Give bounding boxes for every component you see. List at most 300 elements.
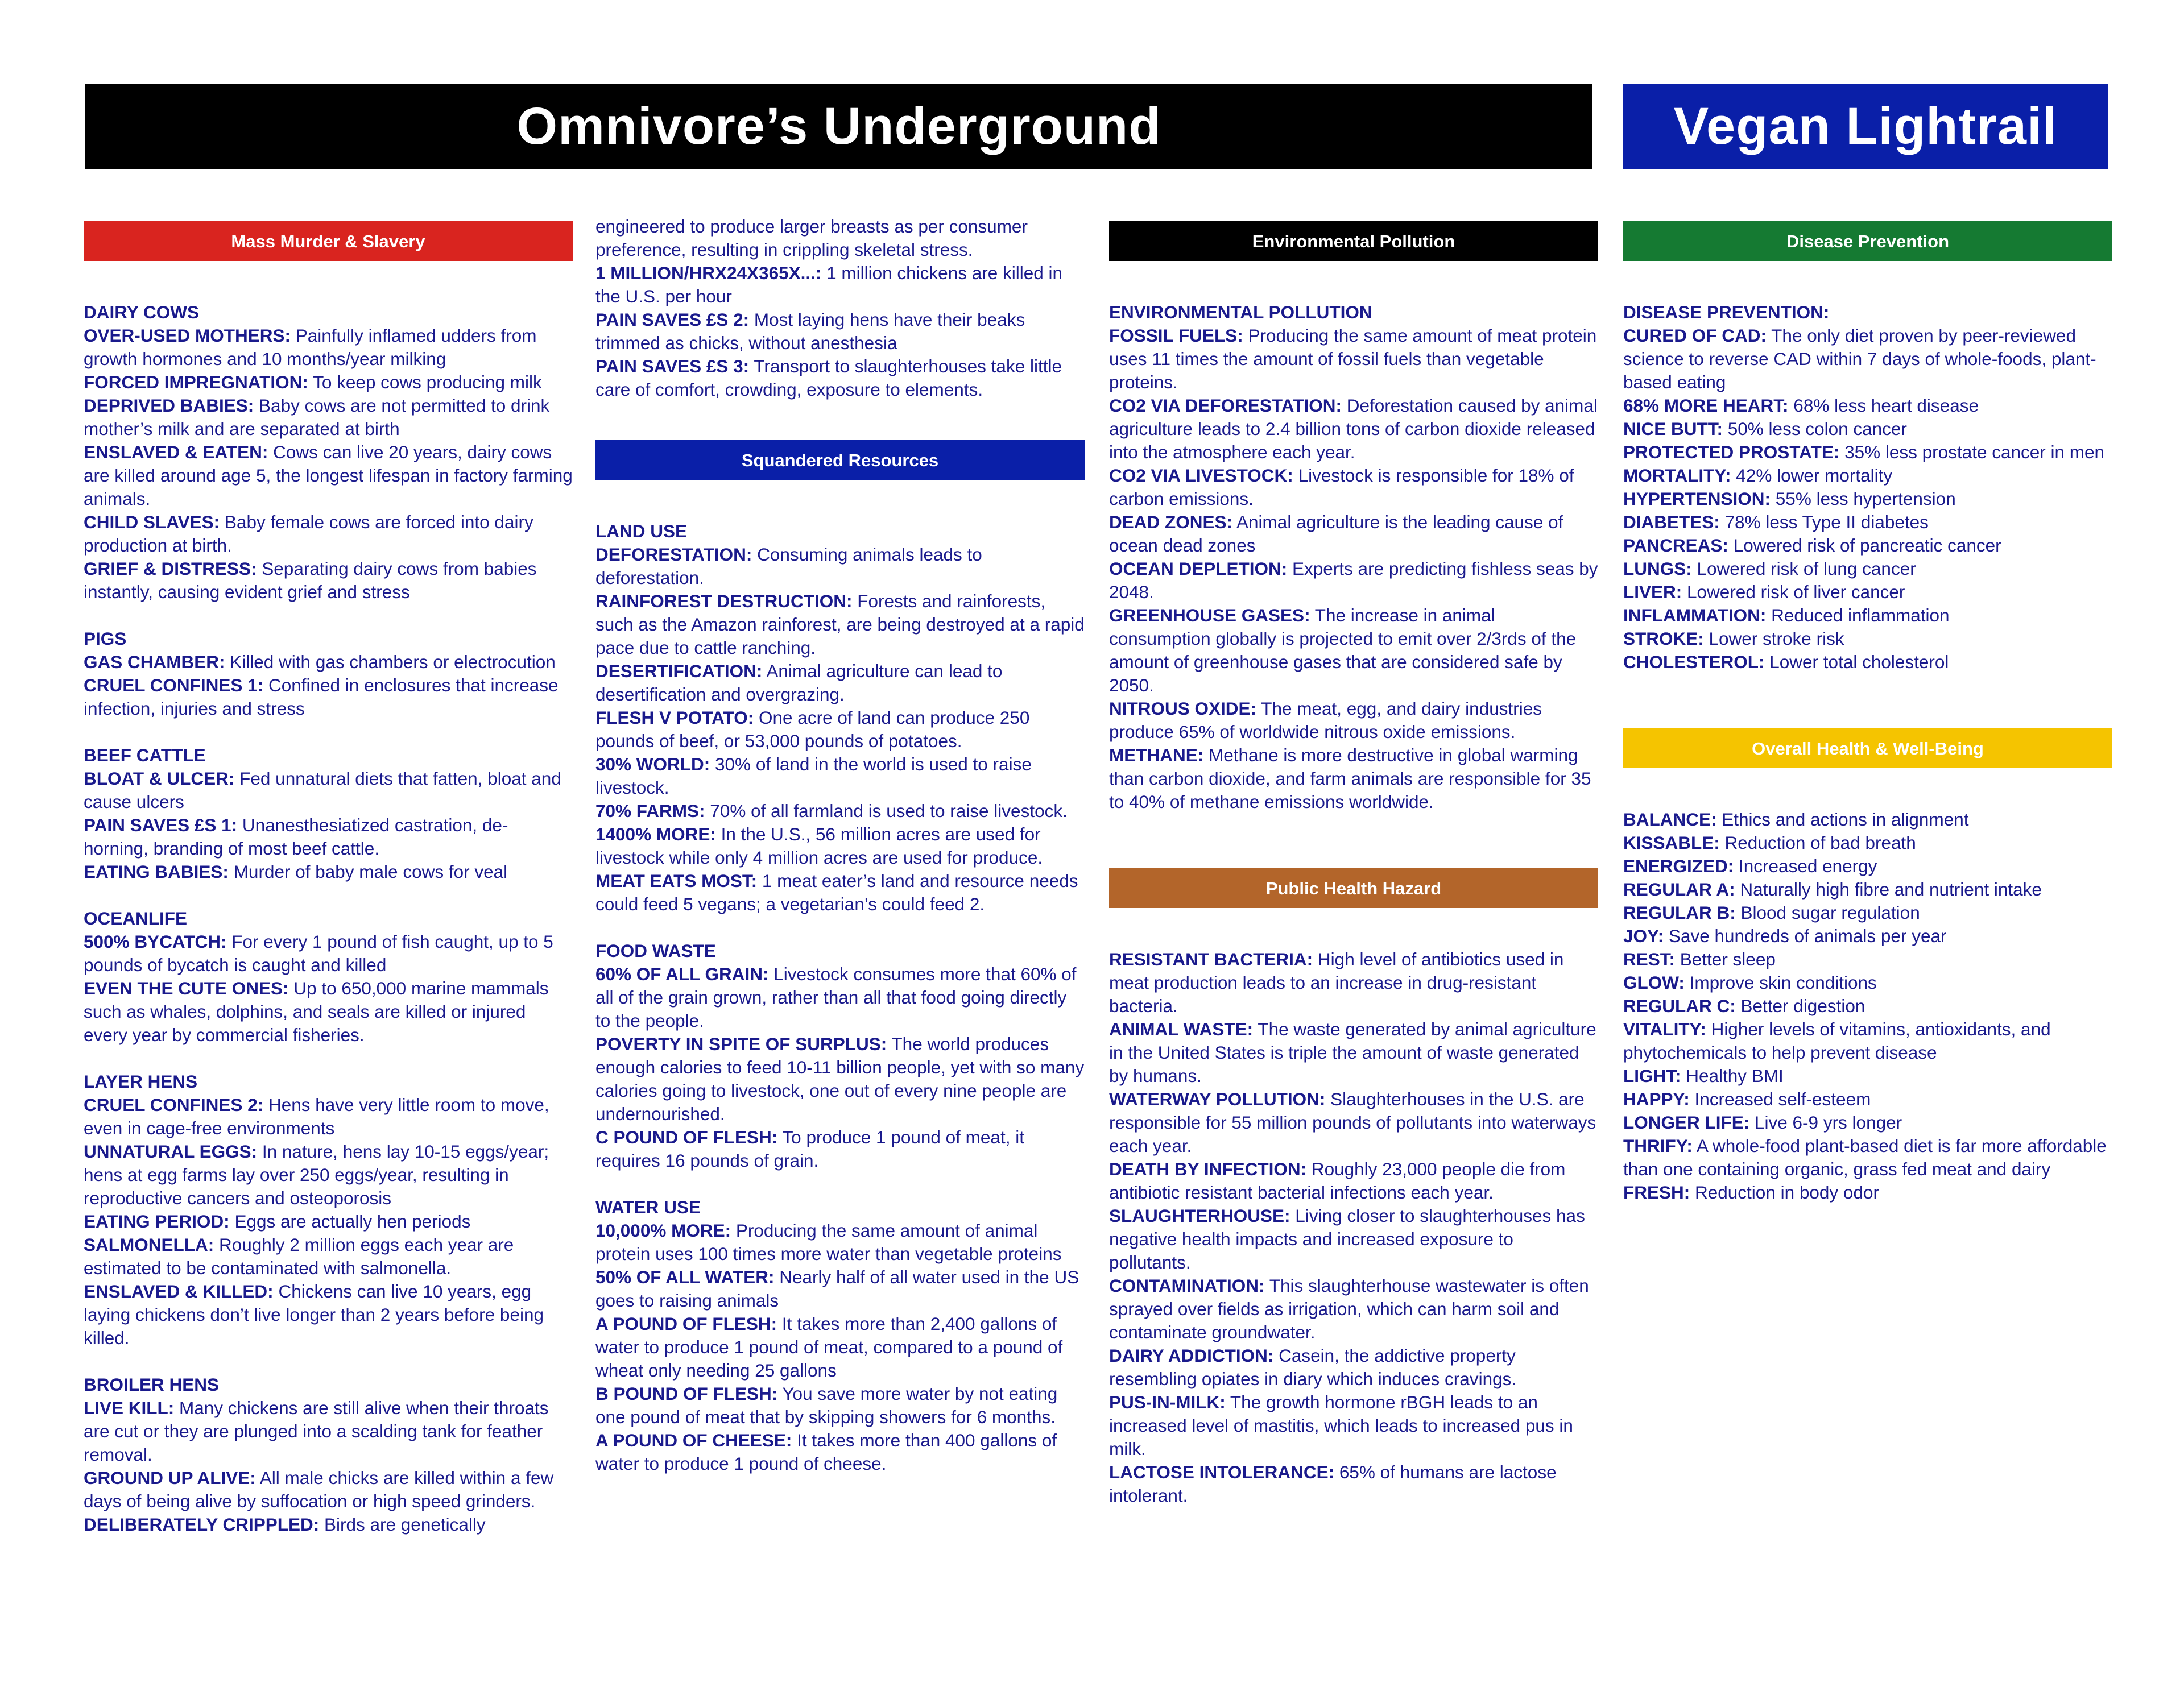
fact-item [1623, 324, 2112, 394]
spacer [1109, 814, 1598, 868]
fact-label: VITALITY: [1623, 1019, 1706, 1039]
fact-label: GREENHOUSE GASES: [1109, 605, 1310, 625]
fact-item [84, 324, 573, 371]
fact-item [595, 1219, 1085, 1266]
fact-label: CO2 VIA DEFORESTATION: [1109, 395, 1342, 416]
fact-item [84, 814, 573, 860]
fact-item [595, 706, 1085, 753]
group-title: FOOD WASTE [595, 940, 716, 961]
fact-item [1109, 557, 1598, 604]
fact-item [84, 860, 573, 884]
fact-text: Reduction of bad breath [1719, 832, 1916, 853]
fact-text: Lowered risk of lung cancer [1691, 558, 1916, 579]
fact-text: 55% less hypertension [1771, 488, 1956, 509]
fact-item [84, 1093, 573, 1140]
banner-omnivores-underground [85, 84, 1592, 169]
fact-label: EATING BABIES: [84, 861, 229, 882]
fact-text: Confined in enclosures that increase infection, injuries and stress [84, 675, 559, 719]
col2-groups [595, 520, 1085, 1475]
fact-label: ANIMAL WASTE: [1109, 1019, 1254, 1039]
fact-text: Better sleep [1675, 949, 1776, 969]
banner-vegan-lightrail [1623, 84, 2108, 169]
group-title: DAIRY COWS [84, 302, 200, 322]
fact-text: Live 6-9 yrs longer [1749, 1112, 1902, 1133]
fact-text: Eggs are actually hen periods [229, 1211, 471, 1232]
fact-item [595, 963, 1085, 1033]
fact-text: Improve skin conditions [1684, 972, 1877, 993]
fact-item [595, 660, 1085, 706]
fact-label: B POUND OF FLESH: [595, 1383, 778, 1404]
fact-text: Healthy BMI [1681, 1066, 1784, 1086]
fact-item [84, 1233, 573, 1280]
fact-label: FORCED IMPREGNATION: [84, 372, 308, 392]
fact-label: ENSLAVED & EATEN: [84, 442, 268, 462]
fact-item [1623, 464, 2112, 487]
fact-label: DIABETES: [1623, 512, 1720, 532]
fact-text: One acre of land can produce 250 pounds of beef, or 53,000 pounds of potatoes. [595, 707, 1030, 751]
fact-text: Killed with gas chambers or electrocution [225, 652, 556, 672]
fact-item [1623, 1181, 2112, 1204]
fact-text: All male chicks are killed within a few days of being alive by suffocation or high speed grinders. [84, 1468, 554, 1511]
fact-item [84, 767, 573, 814]
fact-label: OCEAN DEPLETION: [1109, 558, 1288, 579]
fact-item [1623, 994, 2112, 1018]
fact-item [1623, 650, 2112, 674]
fact-label: DEATH BY INFECTION: [1109, 1159, 1307, 1179]
fact-item [1623, 534, 2112, 557]
fact-label: FRESH: [1623, 1182, 1690, 1203]
fact-label: ENERGIZED: [1623, 856, 1734, 876]
fact-text: You save more water by not eating one pound of meat that by skipping showers for 6 months. [595, 1383, 1058, 1427]
fact-item [1623, 581, 2112, 604]
fact-text: Lowered risk of pancreatic cancer [1728, 535, 2001, 556]
fact-item [1623, 878, 2112, 901]
fact-item [84, 1280, 573, 1350]
fact-label: EVEN THE CUTE ONES: [84, 978, 289, 998]
fact-item [595, 869, 1085, 916]
header-public-health-hazard: Public Health Hazard [1109, 868, 1598, 908]
fact-text: Higher levels of vitamins, antioxidants, and phytochemicals to help prevent disease [1623, 1019, 2051, 1063]
fact-item [84, 1466, 573, 1513]
fact-label: BLOAT & ULCER: [84, 768, 235, 789]
fact-item [84, 1210, 573, 1233]
fact-item [84, 977, 573, 1047]
fact-label: JOY: [1623, 926, 1664, 946]
column-squandered-resources [595, 215, 1085, 1499]
fact-text: 68% less heart disease [1788, 395, 1979, 416]
fact-label: HAPPY: [1623, 1089, 1690, 1109]
fact-item [84, 371, 573, 394]
fact-label: LIVER: [1623, 582, 1682, 602]
fact-group [84, 744, 573, 884]
fact-item [1109, 1344, 1598, 1391]
fact-text: Producing the same amount of meat protein uses 11 times the amount of fossil fuels than vegetable proteins. [1109, 325, 1597, 392]
fact-text: Unanesthesiatized castration, de-horning, branding of most beef cattle. [84, 815, 508, 859]
fact-text: Casein, the addictive property resembling opiates in diary which induces cravings. [1109, 1345, 1517, 1389]
fact-label: PAIN SAVES £S 1: [84, 815, 238, 835]
group-title: LAND USE [595, 521, 688, 541]
fact-item [1109, 697, 1598, 744]
fact-item [595, 1312, 1085, 1382]
fact-item [1623, 948, 2112, 971]
fact-item [595, 1266, 1085, 1312]
fact-text: Blood sugar regulation [1735, 902, 1920, 923]
fact-label: LIGHT: [1623, 1066, 1681, 1086]
fact-text: 1 meat eater’s land and resource needs could feed 5 vegans; a vegetarian’s could feed 2. [595, 871, 1078, 914]
fact-label: METHANE: [1109, 745, 1204, 765]
fact-text: Hens have very little room to move, even in cage-free environments [84, 1095, 549, 1138]
fact-label: DELIBERATELY CRIPPLED: [84, 1514, 320, 1535]
fact-text: 42% lower mortality [1731, 465, 1893, 486]
fact-item [1623, 511, 2112, 534]
fact-text: Many chickens are still alive when their throats are cut or they are plunged into a scalding tank for feather removal. [84, 1398, 549, 1465]
fact-label: REGULAR A: [1623, 879, 1735, 900]
fact-text: Livestock is responsible for 18% of carbon emissions. [1109, 465, 1574, 509]
fact-item [1109, 1204, 1598, 1274]
fact-label: REST: [1623, 949, 1676, 969]
fact-text: 35% less prostate cancer in men [1839, 442, 2105, 462]
header-mass-murder-slavery: Mass Murder & Slavery [84, 221, 573, 261]
fact-label: LUNGS: [1623, 558, 1692, 579]
fact-label: 50% OF ALL WATER: [595, 1267, 775, 1287]
fact-text: Roughly 23,000 people die from antibiotic resistant bacterial infections each year. [1109, 1159, 1566, 1203]
fact-group [84, 627, 573, 720]
fact-item [84, 441, 573, 511]
fact-label: A POUND OF FLESH: [595, 1313, 777, 1334]
fact-group [84, 1070, 573, 1350]
fact-text: Lower stroke risk [1703, 628, 1844, 649]
environment-items [1109, 324, 1598, 814]
group-title: OCEANLIFE [84, 908, 188, 929]
fact-text: To keep cows producing milk [308, 372, 542, 392]
fact-text: Murder of baby male cows for veal [228, 861, 508, 882]
fact-label: REGULAR C: [1623, 996, 1736, 1016]
fact-label: DESERTIFICATION: [595, 661, 763, 681]
fact-item [84, 674, 573, 720]
fact-text: Increased energy [1734, 856, 1877, 876]
header-overall-health: Overall Health & Well-Being [1623, 728, 2112, 768]
fact-label: PUS-IN-MILK: [1109, 1392, 1226, 1412]
fact-group [84, 301, 573, 604]
fact-label: 60% OF ALL GRAIN: [595, 964, 769, 984]
fact-label: CHOLESTEROL: [1623, 652, 1765, 672]
fact-item [1623, 831, 2112, 855]
wellbeing-items [1623, 808, 2112, 1204]
fact-text: Lowered risk of liver cancer [1682, 582, 1905, 602]
fact-text: 30% of land in the world is used to raise livestock. [595, 754, 1032, 798]
fact-item [1623, 901, 2112, 925]
fact-text: In the U.S., 56 million acres are used for livestock while only 4 million acres are used for produce. [595, 824, 1043, 868]
fact-text: 50% less colon cancer [1723, 418, 1907, 439]
fact-item [595, 753, 1085, 799]
fact-label: PAIN SAVES £S 2: [595, 309, 750, 330]
fact-item [1109, 511, 1598, 557]
fact-text: Producing the same amount of animal protein uses 100 times more water than vegetable proteins [595, 1220, 1062, 1264]
fact-item [1109, 1391, 1598, 1461]
fact-item [1109, 1018, 1598, 1088]
fact-label: GROUND UP ALIVE: [84, 1468, 256, 1488]
fact-text: A whole-food plant-based diet is far more affordable than one containing organic, grass fed meat and dairy [1623, 1135, 2107, 1179]
fact-label: 500% BYCATCH: [84, 931, 227, 952]
fact-group [595, 939, 1085, 1172]
fact-item [1109, 464, 1598, 511]
fact-label: SLAUGHTERHOUSE: [1109, 1205, 1290, 1226]
fact-text: Save hundreds of animals per year [1664, 926, 1947, 946]
fact-text: Animal agriculture is the leading cause of ocean dead zones [1109, 512, 1563, 556]
fact-item [1109, 394, 1598, 464]
fact-text: The increase in animal consumption globally is projected to emit over 2/3rds of the amount of greenhouse gases that are considered safe by 2050. [1109, 605, 1577, 695]
fact-label: GLOW: [1623, 972, 1685, 993]
fact-label: OVER-USED MOTHERS: [84, 325, 291, 346]
fact-label: STROKE: [1623, 628, 1704, 649]
fact-label: 68% MORE HEART: [1623, 395, 1789, 416]
fact-item [1623, 925, 2112, 948]
fact-item [1109, 604, 1598, 697]
fact-text: This slaughterhouse wastewater is often sprayed over fields as irrigation, which can harm soil and contaminate groundwater. [1109, 1275, 1589, 1342]
fact-label: LONGER LIFE: [1623, 1112, 1750, 1133]
fact-text: Chickens can live 10 years, egg laying chickens don’t live longer than 2 years before being killed. [84, 1281, 544, 1348]
fact-item [1623, 487, 2112, 511]
fact-group [84, 1373, 573, 1536]
column-mass-murder [84, 221, 573, 1560]
fact-text: Better digestion [1735, 996, 1866, 1016]
fact-text: 65% of humans are lactose intolerant. [1109, 1462, 1557, 1506]
fact-item [1623, 1088, 2112, 1111]
group-title: BROILER HENS [84, 1374, 220, 1395]
fact-item [1623, 855, 2112, 878]
fact-group [595, 1196, 1085, 1475]
fact-label: LACTOSE INTOLERANCE: [1109, 1462, 1335, 1482]
fact-text: Naturally high fibre and nutrient intake [1735, 879, 2042, 900]
fact-item [595, 799, 1085, 823]
fact-item [1109, 744, 1598, 814]
fact-label: DEPRIVED BABIES: [84, 395, 254, 416]
fact-text: It takes more than 400 gallons of water to produce 1 pound of cheese. [595, 1430, 1057, 1474]
fact-label: ENSLAVED & KILLED: [84, 1281, 274, 1301]
fact-text: Reduction in body odor [1690, 1182, 1879, 1203]
fact-text: Cows can live 20 years, dairy cows are killed around age 5, the longest lifespan in factory farming animals. [84, 442, 573, 509]
fact-label: RAINFOREST DESTRUCTION: [595, 591, 853, 611]
fact-item [84, 930, 573, 977]
fact-label: REGULAR B: [1623, 902, 1736, 923]
col1-groups [84, 301, 573, 1536]
group-title: LAYER HENS [84, 1071, 198, 1092]
fact-label: DAIRY ADDICTION: [1109, 1345, 1274, 1366]
fact-text: Slaughterhouses in the U.S. are responsible for 55 million pounds of pollutants into waterways each year. [1109, 1089, 1596, 1156]
fact-group [595, 520, 1085, 916]
fact-item [1109, 1158, 1598, 1204]
fact-text: For every 1 pound of fish caught, up to 5 pounds of bycatch is caught and killed [84, 931, 553, 975]
fact-item [1623, 441, 2112, 464]
group-title: BEEF CATTLE [84, 745, 206, 765]
fact-text: High level of antibiotics used in meat production leads to an increase in drug-resistant bacteria. [1109, 949, 1564, 1016]
fact-item [1109, 948, 1598, 1018]
fact-item [84, 394, 573, 441]
fact-text: Forests and rainforests, such as the Amazon rainforest, are being destroyed at a rapid pace due to cattle ranching. [595, 591, 1085, 658]
fact-label: EATING PERIOD: [84, 1211, 230, 1232]
fact-text: The waste generated by animal agriculture in the United States is triple the amount of waste generated by humans. [1109, 1019, 1596, 1086]
fact-item [1623, 1018, 2112, 1064]
fact-label: NITROUS OXIDE: [1109, 698, 1257, 719]
fact-item [84, 557, 573, 604]
fact-item [595, 1429, 1085, 1475]
fact-label: A POUND OF CHEESE: [595, 1430, 792, 1450]
fact-item [1623, 394, 2112, 417]
column-disease-prevention [1623, 221, 2112, 1204]
fact-item [1623, 808, 2112, 831]
fact-text: Fed unnatural diets that fatten, bloat and cause ulcers [84, 768, 561, 812]
fact-text: Increased self-esteem [1689, 1089, 1871, 1109]
column-environment [1109, 221, 1598, 1507]
public-health-items [1109, 948, 1598, 1507]
fact-item [595, 308, 1085, 355]
fact-text: Consuming animals leads to deforestation. [595, 544, 982, 588]
fact-label: DEAD ZONES: [1109, 512, 1233, 532]
section-title-environmental-pollution: ENVIRONMENTAL POLLUTION [1109, 302, 1372, 322]
fact-label: KISSABLE: [1623, 832, 1720, 853]
fact-label: 1 MILLION/HRX24X365X...: [595, 263, 822, 283]
fact-item [595, 543, 1085, 590]
fact-text: Separating dairy cows from babies instantly, causing evident grief and stress [84, 558, 537, 602]
fact-label: 30% WORLD: [595, 754, 710, 774]
fact-text: The world produces enough calories to feed 10-11 billion people, yet with so many calories going to livestock, one out of every nine people are undernourished. [595, 1034, 1085, 1124]
section-title-disease-prevention: DISEASE PREVENTION: [1623, 302, 1830, 322]
fact-item [1109, 1088, 1598, 1158]
fact-label: DEFORESTATION: [595, 544, 752, 565]
fact-text: Baby female cows are forced into dairy production at birth. [84, 512, 533, 556]
fact-text: The growth hormone rBGH leads to an increased level of mastitis, which leads to increased pus in milk. [1109, 1392, 1573, 1459]
fact-text: 70% of all farmland is used to raise livestock. [705, 801, 1068, 821]
fact-label: FLESH V POTATO: [595, 707, 754, 728]
fact-label: GRIEF & DISTRESS: [84, 558, 257, 579]
fact-item [84, 650, 573, 674]
fact-text: 1 million chickens are killed in the U.S. per hour [595, 263, 1063, 306]
banner-title-right: Vegan Lightrail [1673, 97, 2058, 155]
fact-item [84, 1396, 573, 1466]
fact-label: C POUND OF FLESH: [595, 1127, 778, 1147]
fact-text: Livestock consumes more that 60% of all of the grain grown, rather than all that food going directly to the people. [595, 964, 1077, 1031]
fact-text: In nature, hens lay 10-15 eggs/year; hens at egg farms lay over 250 eggs/year, resulting in reproductive cancers and osteoporosis [84, 1141, 549, 1208]
fact-item [1623, 627, 2112, 650]
fact-label: PROTECTED PROSTATE: [1623, 442, 1840, 462]
fact-item [595, 355, 1085, 401]
fact-text: Transport to slaughterhouses take little care of comfort, crowding, exposure to elements. [595, 356, 1062, 400]
fact-item [1623, 1064, 2112, 1088]
fact-label: CRUEL CONFINES 2: [84, 1095, 264, 1115]
fact-text: The meat, egg, and dairy industries produce 65% of worldwide nitrous oxide emissions. [1109, 698, 1542, 742]
group-title: WATER USE [595, 1197, 701, 1217]
fact-text: Reduced inflammation [1766, 605, 1950, 625]
fact-item [595, 590, 1085, 660]
fact-label: PANCREAS: [1623, 535, 1728, 556]
fact-item [1623, 417, 2112, 441]
fact-item [595, 262, 1085, 308]
fact-text: Lower total cholesterol [1764, 652, 1949, 672]
fact-text: Baby cows are not permitted to drink mother’s milk and are separated at birth [84, 395, 550, 439]
fact-label: POVERTY IN SPITE OF SURPLUS: [595, 1034, 887, 1054]
fact-label: UNNATURAL EGGS: [84, 1141, 258, 1162]
fact-text: Nearly half of all water used in the US goes to raising animals [595, 1267, 1079, 1311]
fact-item [1109, 324, 1598, 394]
fact-label: GAS CHAMBER: [84, 652, 225, 672]
disease-items [1623, 324, 2112, 674]
fact-text: 78% less Type II diabetes [1719, 512, 1929, 532]
fact-item [595, 1033, 1085, 1126]
header-environmental-pollution: Environmental Pollution [1109, 221, 1598, 261]
fact-label: FOSSIL FUELS: [1109, 325, 1243, 346]
header-squandered-resources: Squandered Resources [595, 440, 1085, 480]
fact-label: MORTALITY: [1623, 465, 1731, 486]
fact-text: Methane is more destructive in global warming than carbon dioxide, and farm animals are responsible for 35 to 40% of methane emissions worldwide. [1109, 745, 1591, 812]
fact-label: CO2 VIA LIVESTOCK: [1109, 465, 1293, 486]
fact-label: CONTAMINATION: [1109, 1275, 1265, 1296]
fact-label: LIVE KILL: [84, 1398, 175, 1418]
fact-label: CRUEL CONFINES 1: [84, 675, 264, 695]
fact-label: 1400% MORE: [595, 824, 716, 844]
fact-item [84, 1140, 573, 1210]
fact-label: PAIN SAVES £S 3: [595, 356, 750, 376]
col2-continuation [595, 215, 1085, 401]
fact-label: WATERWAY POLLUTION: [1109, 1089, 1326, 1109]
fact-text: Ethics and actions in alignment [1716, 809, 1969, 830]
fact-label: MEAT EATS MOST: [595, 871, 758, 891]
fact-item [84, 511, 573, 557]
fact-label: HYPERTENSION: [1623, 488, 1771, 509]
fact-label: 70% FARMS: [595, 801, 705, 821]
fact-label: NICE BUTT: [1623, 418, 1723, 439]
fact-text: Animal agriculture can lead to desertification and overgrazing. [595, 661, 1003, 704]
fact-item [595, 823, 1085, 869]
fact-item [1109, 1274, 1598, 1344]
fact-label: CHILD SLAVES: [84, 512, 220, 532]
fact-text: Most laying hens have their beaks trimmed as chicks, without anesthesia [595, 309, 1025, 353]
continuation-items [595, 262, 1085, 401]
fact-text: It takes more than 2,400 gallons of water to produce 1 pound of meat, compared to a pound of wheat only needing 25 gallons [595, 1313, 1063, 1381]
fact-text: Roughly 2 million eggs each year are estimated to be contaminated with salmonella. [84, 1234, 514, 1278]
fact-label: RESISTANT BACTERIA: [1109, 949, 1313, 969]
fact-text: To produce 1 pound of meat, it requires 16 pounds of grain. [595, 1127, 1024, 1171]
fact-label: CURED OF CAD: [1623, 325, 1767, 346]
fact-label: INFLAMMATION: [1623, 605, 1767, 625]
fact-item [1109, 1461, 1598, 1507]
spacer [1623, 674, 2112, 728]
fact-item [1623, 1134, 2112, 1181]
fact-item [1623, 971, 2112, 994]
fact-label: SALMONELLA: [84, 1234, 214, 1255]
fact-text: Experts are predicting fishless seas by 2048. [1109, 558, 1598, 602]
fact-item [1623, 557, 2112, 581]
fact-item [1623, 1111, 2112, 1134]
fact-item [1623, 604, 2112, 627]
fact-label: THRIFY: [1623, 1135, 1693, 1156]
banner-title-left: Omnivore’s Underground [516, 97, 1161, 155]
fact-text: Painfully inflamed udders from growth hormones and 10 months/year milking [84, 325, 537, 369]
spacer [595, 401, 1085, 440]
fact-label: BALANCE: [1623, 809, 1717, 830]
continuation-lead: engineered to produce larger breasts as per consumer preference, resulting in crippling skeletal stress. [595, 216, 1028, 260]
fact-item [595, 1126, 1085, 1172]
fact-text: Living closer to slaughterhouses has negative health impacts and increased exposure to pollutants. [1109, 1205, 1585, 1272]
fact-label: 10,000% MORE: [595, 1220, 731, 1241]
group-title: PIGS [84, 628, 127, 649]
fact-group [84, 907, 573, 1047]
fact-item [84, 1513, 573, 1536]
fact-item [595, 1382, 1085, 1429]
header-disease-prevention: Disease Prevention [1623, 221, 2112, 261]
fact-text: Up to 650,000 marine mammals such as whales, dolphins, and seals are killed or injured every year by commercial fisheries. [84, 978, 549, 1045]
fact-text: Birds are genetically [319, 1514, 486, 1535]
fact-text: The only diet proven by peer-reviewed science to reverse CAD within 7 days of whole-foods, plant-based eating [1623, 325, 2096, 392]
